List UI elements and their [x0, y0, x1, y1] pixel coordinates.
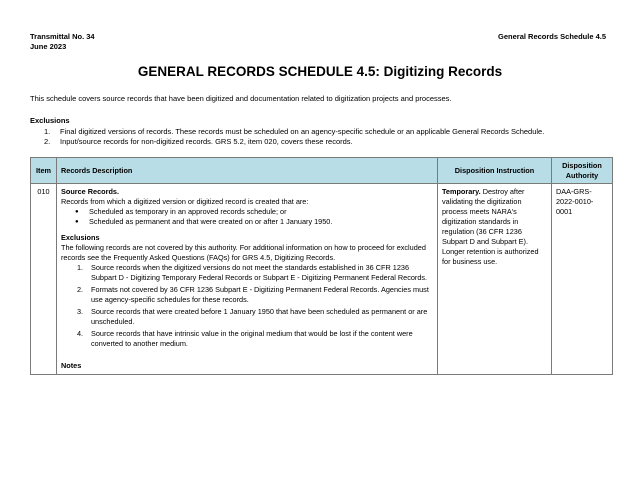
row-exclusion-item [77, 329, 433, 349]
exclusion-number: 1. [44, 126, 51, 136]
records-description [57, 184, 438, 375]
row-exclusion-text: Source records when the digitized versions do not meet the standards established in 36 CFR 1236 Subpart D - Digitizing Temporary Federal Records or Subpart E - Digitizing Permanent Federal Records. [91, 263, 428, 282]
exclusion-text: Final digitized versions of records. These records must be scheduled on an agency-specific schedule or an applicable General Records Schedule. [60, 126, 545, 136]
row-exclusion-number: 3. [77, 307, 84, 316]
table-row [31, 184, 613, 375]
record-bullets [75, 207, 433, 227]
row-exclusion-item [77, 263, 433, 283]
exclusion-number: 2. [44, 137, 51, 146]
row-exclusion-number: 1. [77, 263, 84, 272]
row-exclusion-text: Source records that were created before 1 January 1950 that have been scheduled as permanent or are unscheduled. [91, 307, 428, 326]
page-title: GENERAL RECORDS SCHEDULE 4.5: Digitizing Records [137, 64, 503, 79]
record-title: Source Records. [61, 187, 119, 196]
row-exclusions-lead: The following records are not covered by this authority. For additional information on how to proceed for excluded records see the Frequently Asked Questions (FAQs) for GRS 4.5, Digitizing Records. [61, 243, 426, 262]
bullet-item: ● Scheduled as temporary in an approved records schedule; or [75, 207, 433, 217]
transmittal-number: Transmittal No. 34 [30, 32, 95, 41]
records-schedule-table [30, 157, 613, 375]
notes-heading: Notes [61, 361, 82, 370]
item-number: 010 [31, 184, 57, 375]
record-lead: Records from which a digitized version or digitized record is created that are: [61, 197, 309, 206]
col-header-description: Records Description [57, 158, 438, 184]
row-exclusion-item [77, 307, 433, 327]
exclusion-item [30, 137, 620, 148]
disposition-authority: DAA-GRS-2022-0010-0001 [552, 184, 613, 375]
disposition-type: Temporary. [442, 187, 481, 196]
schedule-reference: General Records Schedule 4.5 [498, 32, 606, 41]
row-exclusions-heading: Exclusions [61, 233, 100, 242]
row-exclusion-item [77, 285, 433, 305]
table-header-row [31, 158, 613, 184]
row-exclusion-text: Formats not covered by 36 CFR 1236 Subpart E - Digitizing Permanent Federal Records. Agencies must use agency-specific schedules for these records. [91, 285, 429, 304]
document-header-left [30, 32, 95, 52]
col-header-disposition: Disposition Instruction [438, 158, 552, 184]
row-exclusion-number: 2. [77, 285, 84, 294]
exclusion-item [30, 127, 620, 138]
row-exclusions-list [77, 263, 433, 349]
exclusions-list [30, 127, 620, 148]
col-header-authority: Disposition Authority [552, 158, 613, 184]
exclusion-text: Input/source records for non-digitized records. GRS 5.2, item 020, covers these records. [60, 137, 353, 146]
bullet-item: ● Scheduled as permanent and that were created on or after 1 January 1950. [75, 217, 433, 227]
row-exclusion-number: 4. [77, 329, 84, 338]
disposition-text: Destroy after validating the digitization process meets NARA's digitization standards in regulation (36 CFR 1236 Subpart D and Subpart E). Longer retention is authorized for business use. [442, 187, 539, 266]
issue-date: June 2023 [30, 42, 67, 51]
col-header-item: Item [31, 158, 57, 184]
exclusions-heading: Exclusions [30, 116, 70, 125]
exclusions-section [30, 116, 620, 148]
intro-paragraph: This schedule covers source records that have been digitized and documentation related to digitization projects and processes. [30, 94, 452, 103]
row-exclusion-text: Source records that have intrinsic value in the original medium that would be lost if the content were converted to another medium. [91, 329, 413, 348]
disposition-instruction [438, 184, 552, 375]
